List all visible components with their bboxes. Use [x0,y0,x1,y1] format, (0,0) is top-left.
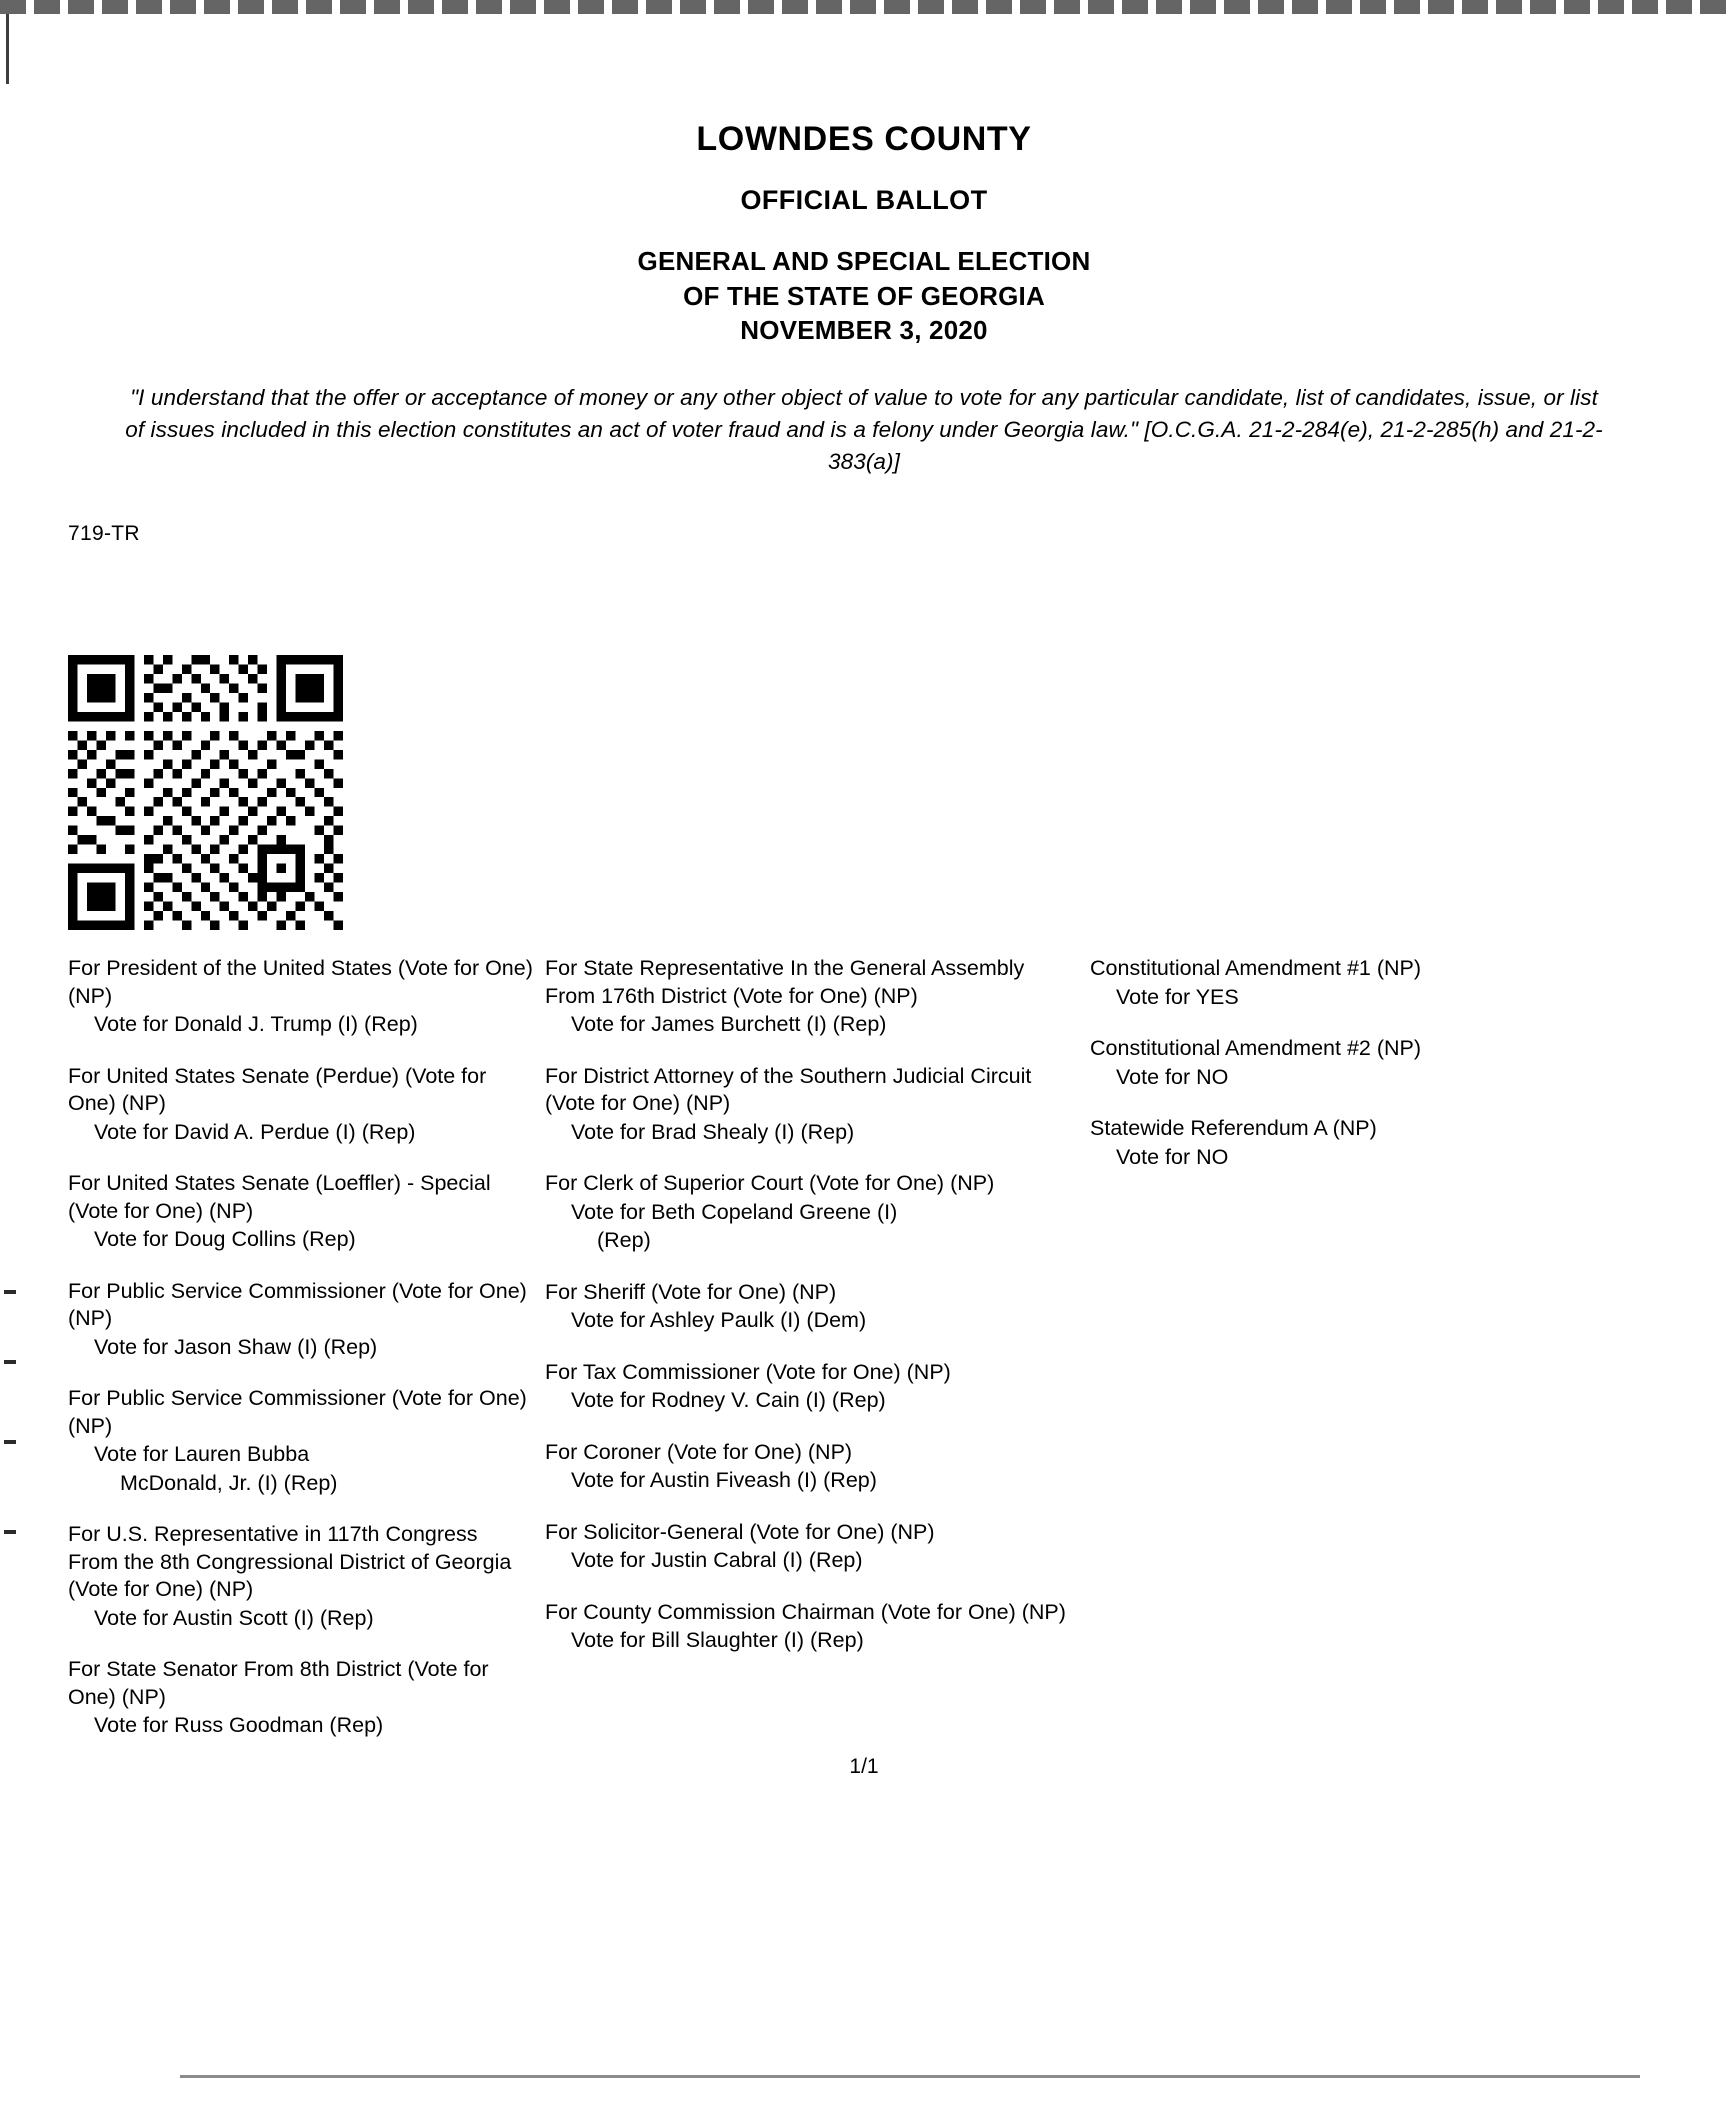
measure-choice: Vote for NO [1116,1144,1229,1169]
contest-choice: Vote for Donald J. Trump (I) (Rep) [94,1012,418,1037]
contest-title: For State Senator From 8th District (Vote for One) (NP) [68,1657,489,1709]
contest-choice: Vote for Ashley Paulk (I) (Dem) [571,1308,867,1333]
contest-column-2 [545,955,1090,1679]
ballot-election-heading [0,244,1728,348]
contest-columns [0,955,1728,1764]
contest-column-1 [0,955,545,1764]
contest-title: For State Representative In the General Assembly From 176th District (Vote for One) (NP) [545,956,1025,1008]
contest-title: For Sheriff (Vote for One) (NP) [545,1279,837,1304]
measure-choice: Vote for NO [1116,1064,1229,1089]
contest-coroner [545,1439,1078,1495]
contest-choice: Vote for Austin Scott (I) (Rep) [94,1605,374,1630]
contest-choice: Vote for David A. Perdue (I) (Rep) [94,1119,416,1144]
scan-artifact-bottom-edge [180,2075,1640,2078]
contest-title: For Solicitor-General (Vote for One) (NP) [545,1519,935,1544]
contest-state-representative-176th [545,955,1078,1039]
contest-choice: Vote for Bill Slaughter (I) (Rep) [571,1628,864,1653]
contest-choice: Vote for Lauren Bubba [94,1442,310,1467]
measure-title: Constitutional Amendment #1 (NP) [1090,956,1422,980]
contest-title: For Public Service Commissioner (Vote for One) (NP) [68,1278,527,1331]
measure-title: Constitutional Amendment #2 (NP) [1090,1036,1422,1061]
contest-tax-commissioner [545,1359,1078,1415]
contest-title: For Tax Commissioner (Vote for One) (NP) [545,1359,951,1384]
contest-title: For President of the United States (Vote for One) (NP) [68,956,533,1008]
contest-choice-continued: (Rep) [597,1228,651,1253]
contest-us-senate-loeffler-special [68,1170,533,1254]
measure-choice: Vote for YES [1116,984,1239,1009]
contest-title: For District Attorney of the Southern Judicial Circuit (Vote for One) (NP) [545,1063,1032,1116]
contest-choice: Vote for Russ Goodman (Rep) [94,1713,384,1738]
ballot-style-id: 719-TR [68,521,140,545]
contest-solicitor-general [545,1519,1078,1575]
contest-us-senate-perdue [68,1063,533,1147]
measure-constitutional-amendment-1 [1090,955,1630,1011]
measure-statewide-referendum-a [1090,1115,1630,1171]
contest-title: For Public Service Commissioner (Vote for One) (NP) [68,1386,527,1438]
contest-choice: Vote for James Burchett (I) (Rep) [571,1012,887,1037]
contest-public-service-commissioner-1 [68,1278,533,1362]
contest-clerk-of-superior-court [545,1170,1078,1255]
election-heading-line-1: GENERAL AND SPECIAL ELECTION [637,246,1091,276]
measure-title: Statewide Referendum A (NP) [1090,1116,1377,1141]
contest-public-service-commissioner-2 [68,1385,533,1497]
contest-district-attorney [545,1063,1078,1147]
contest-president [68,955,533,1039]
contest-choice: Vote for Austin Fiveash (I) (Rep) [571,1468,877,1493]
contest-state-senator-8th-district [68,1656,533,1740]
qr-code [68,655,343,930]
contest-choice: Vote for Doug Collins (Rep) [94,1227,356,1252]
page-number: 1/1 [849,1755,879,1778]
contest-title: For Clerk of Superior Court (Vote for One) (NP) [545,1171,995,1196]
contest-choice-continued: McDonald, Jr. (I) (Rep) [120,1470,338,1495]
contest-us-representative-8th-district [68,1521,533,1632]
contest-choice: Vote for Justin Cabral (I) (Rep) [571,1548,863,1573]
contest-county-commission-chairman [545,1599,1078,1655]
contest-column-3 [1090,955,1650,1195]
election-heading-line-2: OF THE STATE OF GEORGIA [683,280,1045,311]
contest-title: For County Commission Chairman (Vote for One) (NP) [545,1599,1066,1624]
election-heading-line-3: NOVEMBER 3, 2020 [740,315,988,346]
measure-constitutional-amendment-2 [1090,1035,1630,1091]
contest-title: For United States Senate (Perdue) (Vote for One) (NP) [68,1063,487,1116]
contest-title: For United States Senate (Loeffler) - Special (Vote for One) (NP) [68,1171,491,1223]
voter-fraud-oath-text: "I understand that the offer or acceptance of money or any other object of value to vote for any particular candidate, list of candidates, issue, or list of issues included in this election constitutes an act of voter fraud and is a felony under Georgia law." [O.C.G.A. 21-2-284(e), 21-2-285(h) and 21-2-383(a)] [125,384,1603,474]
ballot-county-title: LOWNDES COUNTY [696,120,1032,158]
contest-sheriff [545,1279,1078,1335]
contest-title: For U.S. Representative in 117th Congress From the 8th Congressional District of Georgia (Vote for One) (NP) [68,1522,512,1602]
contest-choice: Vote for Jason Shaw (I) (Rep) [94,1334,378,1359]
contest-choice: Vote for Beth Copeland Greene (I) [571,1199,898,1224]
contest-choice: Vote for Rodney V. Cain (I) (Rep) [571,1388,886,1413]
contest-title: For Coroner (Vote for One) (NP) [545,1439,853,1464]
ballot-official-subtitle: OFFICIAL BALLOT [740,185,988,215]
contest-choice: Vote for Brad Shealy (I) (Rep) [571,1119,855,1144]
